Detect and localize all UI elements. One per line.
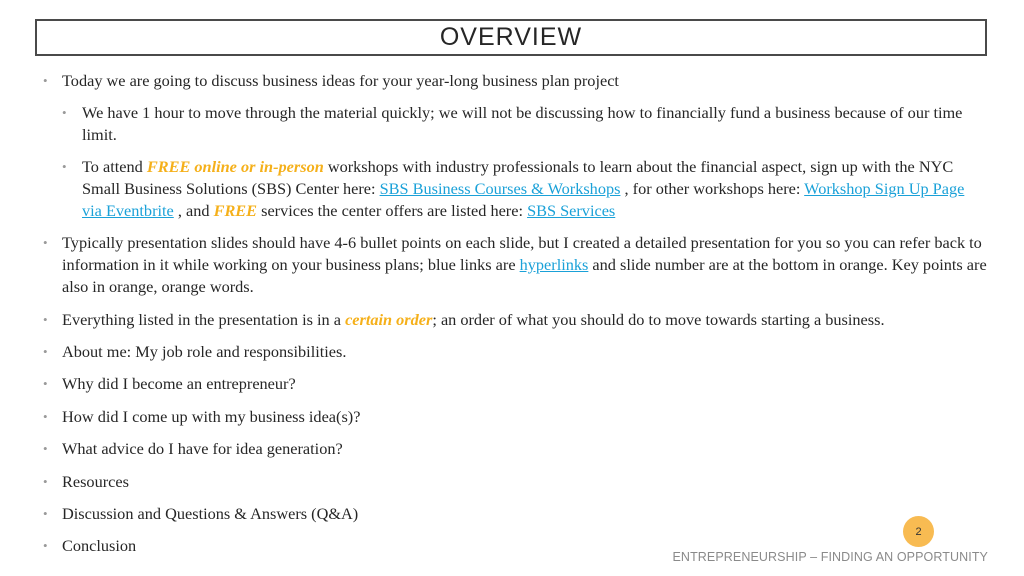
text-segment: , for other workshops here:	[620, 179, 805, 198]
bullet-marker: •	[43, 376, 48, 391]
link-sbs-courses[interactable]: SBS Business Courses & Workshops	[379, 179, 621, 198]
text-segment: Typically presentation slides should have 4-6 bullet points on each slide, but I created a detailed presentation for you so you can refer back to information in it while working on your business plans; blue links are	[62, 233, 982, 274]
bullet-marker: •	[62, 159, 67, 174]
link-sbs-services[interactable]: SBS Services	[527, 201, 616, 220]
slide-title: OVERVIEW	[439, 23, 583, 51]
bullet-presentation-format	[62, 232, 992, 298]
bullet-certain-order	[62, 309, 992, 331]
bullet-resources: Resources	[62, 472, 129, 491]
title-box	[35, 19, 987, 56]
bullet-marker: •	[43, 538, 48, 553]
bullet-about-me: About me: My job role and responsibilities.	[62, 342, 347, 361]
bullet-marker: •	[43, 312, 48, 327]
bullet-marker: •	[43, 441, 48, 456]
highlight-free: FREE	[213, 201, 258, 220]
bullet-marker: •	[62, 105, 67, 120]
link-eventbrite[interactable]: Workshop Sign Up Page via Eventbrite	[82, 179, 965, 220]
bullet-business-idea: How did I come up with my business idea(s)?	[62, 407, 361, 426]
bullet-free-workshops	[82, 156, 987, 222]
bullet-conclusion: Conclusion	[62, 536, 137, 555]
bullet-discussion: Discussion and Questions & Answers (Q&A)	[62, 504, 359, 523]
page-number-badge	[903, 516, 934, 547]
footer-text: ENTREPRENEURSHIP – FINDING AN OPPORTUNITY	[672, 550, 988, 564]
text-segment: , and	[173, 201, 214, 220]
highlight-certain-order: certain order	[345, 310, 433, 329]
bullet-time-limit: We have 1 hour to move through the material quickly; we will not be discussing how to financially fund a business because of our time limit.	[82, 103, 963, 144]
bullet-marker: •	[43, 235, 48, 250]
page-number: 2	[915, 525, 922, 538]
bullet-marker: •	[43, 344, 48, 359]
bullet-business-ideas: Today we are going to discuss business ideas for your year-long business plan project	[62, 71, 619, 90]
text-segment: and slide number are at the bottom in orange. Key points are also in orange, orange words.	[62, 255, 987, 296]
bullet-marker: •	[43, 474, 48, 489]
bullet-marker: •	[43, 73, 48, 88]
highlight-free-online: FREE online or in-person	[146, 157, 324, 176]
text-segment: workshops with industry professionals to learn about the financial aspect, sign up with the NYC Small Business Solutions (SBS) Center here:	[82, 157, 954, 198]
bullet-advice: What advice do I have for idea generation?	[62, 439, 343, 458]
link-hyperlinks[interactable]: hyperlinks	[519, 255, 589, 274]
bullet-why-entrepreneur: Why did I become an entrepreneur?	[62, 374, 296, 393]
text-segment: ; an order of what you should do to move towards starting a business.	[432, 310, 885, 329]
bullet-marker: •	[43, 409, 48, 424]
text-segment: To attend	[82, 157, 147, 176]
bullet-marker: •	[43, 506, 48, 521]
text-segment: services the center offers are listed here:	[257, 201, 528, 220]
text-segment: Everything listed in the presentation is in a	[62, 310, 346, 329]
